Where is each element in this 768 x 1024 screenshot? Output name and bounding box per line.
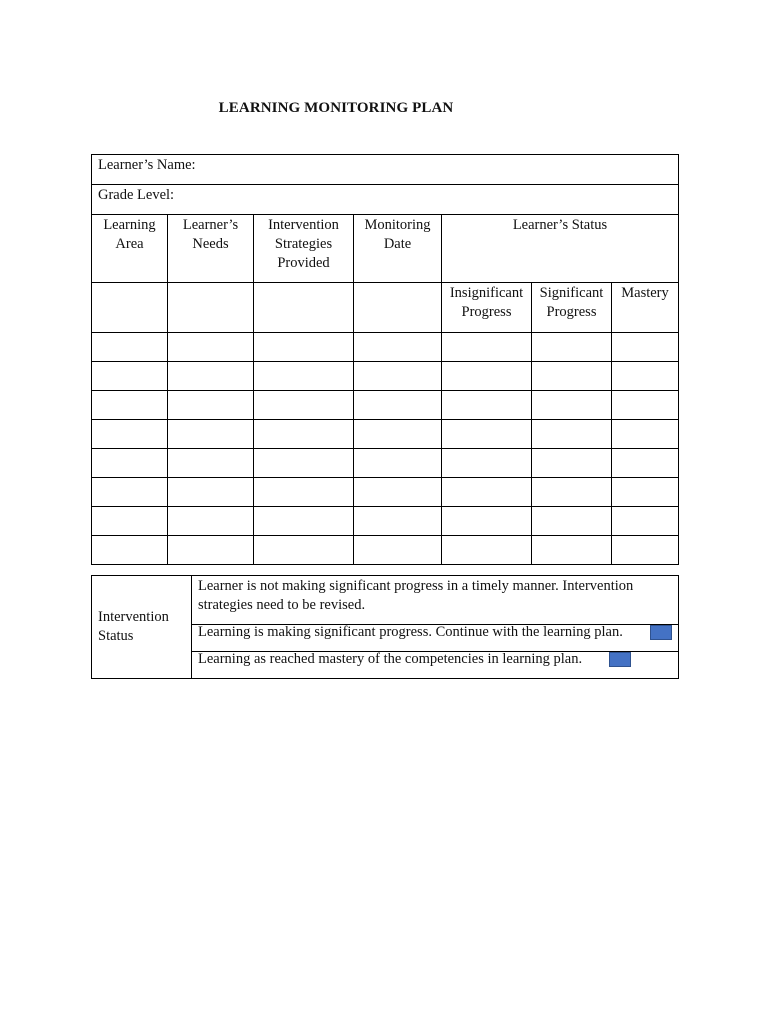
subheader-significant-progress: Significant Progress — [532, 283, 612, 333]
status-option-revise: Learner is not making significant progress in a timely manner. Intervention strategies need to be revised. — [192, 576, 679, 625]
table-cell[interactable] — [168, 333, 254, 362]
table-row — [92, 507, 679, 536]
table-cell[interactable] — [612, 333, 679, 362]
table-row — [92, 478, 679, 507]
table-cell[interactable] — [442, 536, 532, 565]
table-cell[interactable] — [254, 507, 354, 536]
table-cell[interactable] — [532, 507, 612, 536]
status-option-significant — [192, 625, 679, 652]
table-cell[interactable] — [168, 507, 254, 536]
table-cell[interactable] — [612, 362, 679, 391]
mastery-checkbox[interactable] — [609, 652, 631, 667]
table-cell[interactable] — [92, 391, 168, 420]
table-cell[interactable] — [354, 283, 442, 333]
table-cell[interactable] — [442, 333, 532, 362]
status-option-mastery — [192, 652, 679, 679]
table-cell[interactable] — [612, 478, 679, 507]
learner-monitoring-table — [91, 154, 679, 565]
table-cell[interactable] — [532, 420, 612, 449]
table-cell[interactable] — [612, 391, 679, 420]
table-cell[interactable] — [254, 391, 354, 420]
table-cell[interactable] — [354, 391, 442, 420]
table-row — [92, 449, 679, 478]
table-cell[interactable] — [168, 478, 254, 507]
table-cell[interactable] — [168, 449, 254, 478]
table-cell[interactable] — [354, 420, 442, 449]
learner-name-field[interactable]: Learner’s Name: — [92, 155, 679, 185]
subheader-mastery: Mastery — [612, 283, 679, 333]
table-cell[interactable] — [168, 391, 254, 420]
table-cell[interactable] — [92, 449, 168, 478]
table-cell[interactable] — [612, 536, 679, 565]
table-row — [92, 536, 679, 565]
table-cell[interactable] — [612, 420, 679, 449]
table-cell[interactable] — [92, 420, 168, 449]
grade-level-field[interactable]: Grade Level: — [92, 185, 679, 215]
table-cell[interactable] — [442, 507, 532, 536]
header-monitoring-date: Monitoring Date — [354, 215, 442, 283]
table-cell[interactable] — [354, 333, 442, 362]
table-cell[interactable] — [532, 536, 612, 565]
table-cell[interactable] — [442, 391, 532, 420]
table-cell[interactable] — [92, 283, 168, 333]
table-cell[interactable] — [612, 507, 679, 536]
table-cell[interactable] — [92, 333, 168, 362]
table-cell[interactable] — [168, 420, 254, 449]
table-cell[interactable] — [612, 449, 679, 478]
table-cell[interactable] — [532, 449, 612, 478]
table-cell[interactable] — [254, 420, 354, 449]
table-cell[interactable] — [254, 283, 354, 333]
header-intervention-strategies: Intervention Strategies Provided — [254, 215, 354, 283]
table-row — [92, 333, 679, 362]
table-cell[interactable] — [354, 449, 442, 478]
table-cell[interactable] — [532, 362, 612, 391]
table-cell[interactable] — [354, 536, 442, 565]
table-cell[interactable] — [532, 333, 612, 362]
document-title: LEARNING MONITORING PLAN — [218, 100, 454, 116]
table-cell[interactable] — [92, 536, 168, 565]
table-cell[interactable] — [168, 536, 254, 565]
table-row — [92, 391, 679, 420]
header-learners-status: Learner’s Status — [442, 215, 679, 283]
table-cell[interactable] — [442, 362, 532, 391]
subheader-insignificant-progress: Insignificant Progress — [442, 283, 532, 333]
table-cell[interactable] — [168, 362, 254, 391]
table-cell[interactable] — [254, 362, 354, 391]
table-cell[interactable] — [442, 478, 532, 507]
table-cell[interactable] — [254, 333, 354, 362]
table-cell[interactable] — [354, 507, 442, 536]
table-cell[interactable] — [532, 478, 612, 507]
header-learners-needs: Learner’s Needs — [168, 215, 254, 283]
table-cell[interactable] — [532, 391, 612, 420]
table-cell[interactable] — [442, 420, 532, 449]
table-cell[interactable] — [92, 507, 168, 536]
status-option-mastery-text: Learning as reached mastery of the competencies in learning plan. — [198, 651, 583, 667]
table-cell[interactable] — [92, 478, 168, 507]
table-cell[interactable] — [254, 536, 354, 565]
significant-checkbox[interactable] — [650, 625, 672, 640]
empty-rows-body — [92, 333, 679, 565]
table-cell[interactable] — [354, 478, 442, 507]
table-cell[interactable] — [168, 283, 254, 333]
table-cell[interactable] — [254, 478, 354, 507]
table-cell[interactable] — [92, 362, 168, 391]
intervention-status-label: Intervention Status — [92, 576, 192, 679]
table-cell[interactable] — [354, 362, 442, 391]
intervention-status-table — [91, 575, 679, 679]
table-cell[interactable] — [254, 449, 354, 478]
table-row — [92, 362, 679, 391]
status-option-significant-text: Learning is making significant progress. Continue with the learning plan. — [198, 624, 623, 640]
table-row — [92, 420, 679, 449]
header-learning-area: Learning Area — [92, 215, 168, 283]
table-cell[interactable] — [442, 449, 532, 478]
